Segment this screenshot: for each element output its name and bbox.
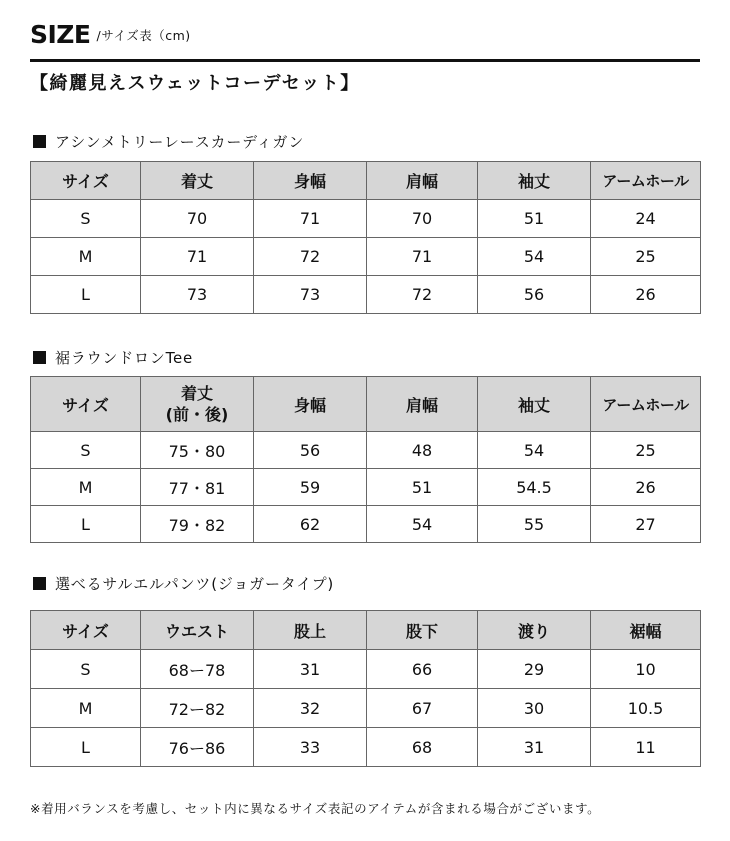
table-cell: 70 [141,200,254,238]
table-row [31,276,701,314]
table-cell: 72 [254,238,367,276]
section-title-pants [33,573,334,593]
table-cell: 72ー82 [141,689,254,728]
table-cell: 24 [591,200,701,238]
header-cell: 裾幅 [591,611,701,650]
table-row [31,506,701,543]
table-cell: 31 [254,650,367,689]
table-cell: 68 [367,728,478,767]
header-cell-main: 着丈 [180,384,213,403]
table-cell: 32 [254,689,367,728]
table-row [31,650,701,689]
table-cell: 31 [478,728,591,767]
table-header-row [31,611,701,650]
section-title-cardigan [33,131,304,151]
header-cell: アームホール [591,377,701,432]
size-header [30,18,191,50]
table-cell: L [31,728,141,767]
table-cell: 77・81 [141,469,254,506]
table-cell: S [31,432,141,469]
table-row [31,469,701,506]
size-table-pants [30,610,701,767]
header-cell: ウエスト [141,611,254,650]
header-cell: サイズ [31,377,141,432]
header-cell: 身幅 [254,377,367,432]
table-cell: 51 [478,200,591,238]
header-cell: 肩幅 [367,377,478,432]
square-bullet-icon [33,135,46,148]
table-cell: 54 [367,506,478,543]
header-cell: 股上 [254,611,367,650]
table-cell: 67 [367,689,478,728]
header-cell: サイズ [31,162,141,200]
header-cell: サイズ [31,611,141,650]
header-cell [141,377,254,432]
header-cell: 身幅 [254,162,367,200]
table-cell: 56 [254,432,367,469]
header-divider [30,59,700,62]
table-cell: 79・82 [141,506,254,543]
table-cell: M [31,469,141,506]
table-cell: 10 [591,650,701,689]
table-cell: L [31,506,141,543]
header-cell: 渡り [478,611,591,650]
table-header-row [31,377,701,432]
table-cell: 54 [478,432,591,469]
table-cell: 71 [141,238,254,276]
table-cell: 11 [591,728,701,767]
table-cell: S [31,650,141,689]
table-cell: 68ー78 [141,650,254,689]
table-cell: 71 [254,200,367,238]
footnote: ※着用バランスを考慮し、セット内に異なるサイズ表記のアイテムが含まれる場合がございます。 [30,801,601,816]
size-table-tee [30,376,701,543]
table-cell: 56 [478,276,591,314]
table-row [31,689,701,728]
section-title-text: 選べるサルエルパンツ(ジョガータイプ) [55,574,335,593]
section-title-tee [33,347,193,367]
table-cell: L [31,276,141,314]
square-bullet-icon [33,577,46,590]
table-cell: 55 [478,506,591,543]
table-row [31,238,701,276]
table-cell: 25 [591,238,701,276]
table-cell: 27 [591,506,701,543]
section-title-text: アシンメトリーレースカーディガン [55,132,305,151]
table-cell: 25 [591,432,701,469]
size-table-cardigan [30,161,701,314]
table-cell: 62 [254,506,367,543]
table-cell: 29 [478,650,591,689]
header-cell: 袖丈 [478,162,591,200]
table-cell: 33 [254,728,367,767]
table-cell: 51 [367,469,478,506]
table-cell: S [31,200,141,238]
table-cell: 54.5 [478,469,591,506]
table-cell: 76ー86 [141,728,254,767]
header-cell: アームホール [591,162,701,200]
table-cell: 10.5 [591,689,701,728]
table-cell: 71 [367,238,478,276]
table-cell: 73 [254,276,367,314]
table-cell: 54 [478,238,591,276]
table-cell: 73 [141,276,254,314]
table-cell: M [31,238,141,276]
table-cell: 70 [367,200,478,238]
table-row [31,728,701,767]
table-cell: 75・80 [141,432,254,469]
table-cell: M [31,689,141,728]
header-cell: 着丈 [141,162,254,200]
size-title: SIZE [30,20,91,49]
section-title-text: 裾ラウンドロンTee [55,348,194,367]
header-cell: 股下 [367,611,478,650]
table-row [31,432,701,469]
table-cell: 72 [367,276,478,314]
table-header-row [31,162,701,200]
table-cell: 26 [591,276,701,314]
table-cell: 59 [254,469,367,506]
table-row [31,200,701,238]
square-bullet-icon [33,351,46,364]
set-title: 【綺麗見えスウェットコーデセット】 [30,73,360,94]
table-cell: 48 [367,432,478,469]
table-cell: 26 [591,469,701,506]
header-cell: 肩幅 [367,162,478,200]
table-cell: 66 [367,650,478,689]
table-cell: 30 [478,689,591,728]
header-cell: 袖丈 [478,377,591,432]
header-cell-sub: (前・後) [165,405,229,424]
size-subtitle: /サイズ表（cm) [96,28,191,43]
